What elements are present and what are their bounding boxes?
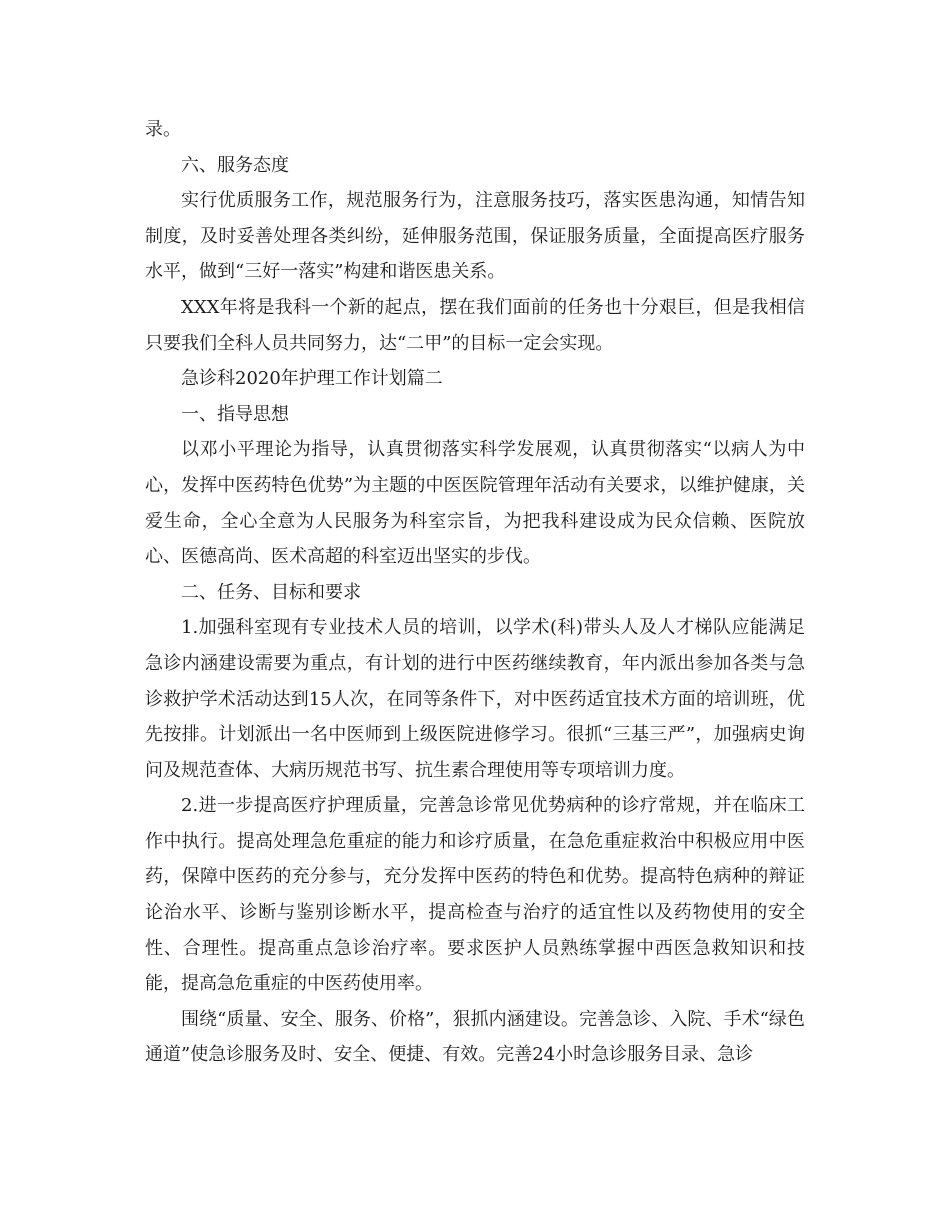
section-heading-service-attitude: 六、服务态度	[181, 154, 289, 176]
document-body	[145, 112, 805, 1073]
paragraph-guiding-ideology: 以邓小平理论为指导，认真贯彻落实科学发展观，认真贯彻落实“以病人为中心，发挥中医药特色优势”为主题的中医医院管理年活动有关要求，以维护健康，关爱生命，全心全意为人民服务为科室宗旨，为把我科建设成为民众信赖、医院放心、医德高尚、医术高超的科室迈出坚实的步伐。	[145, 439, 805, 568]
section-heading-tasks-goals: 二、任务、目标和要求	[181, 581, 361, 603]
paragraph-item-2: 2.进一步提高医疗护理质量，完善急诊常见优势病种的诊疗常规，并在临床工作中执行。提高处理急危重症的能力和诊疗质量，在急危重症救治中积极应用中医药，保障中医药的充分参与，充分发挥中医药的特色和优势。提高特色病种的辩证论治水平、诊断与鉴别诊断水平，提高检查与治疗的适宜性以及药物使用的安全性、合理性。提高重点急诊治疗率。要求医护人员熟练掌握中西医急救知识和技能，提高急危重症的中医药使用率。	[145, 795, 805, 995]
document-title-part-two: 急诊科2020年护理工作计划篇二	[181, 368, 443, 390]
paragraph-quality-safety: 围绕“质量、安全、服务、价格”，狠抓内涵建设。完善急诊、入院、手术“绿色通道”使急诊服务及时、安全、便捷、有效。完善24小时急诊服务目录、急诊	[145, 1008, 805, 1066]
paragraph-item-1: 1.加强科室现有专业技术人员的培训，以学术(科)带头人及人才梯队应能满足急诊内涵建设需要为重点，有计划的进行中医药继续教育，年内派出参加各类与急诊救护学术活动达到15人次，在同等条件下，对中医药适宜技术方面的培训班，优先按排。计划派出一名中医师到上级医院进修学习。很抓“三基三严”，加强病史询问及规范查体、大病历规范书写、抗生素合理使用等专项培训力度。	[145, 617, 805, 781]
paragraph-service-attitude: 实行优质服务工作，规范服务行为，注意服务技巧，落实医患沟通，知情告知制度，及时妥善处理各类纠纷，延伸服务范围，保证服务质量，全面提高医疗服务水平，做到“三好一落实”构建和谐医患关系。	[145, 190, 805, 283]
section-heading-guiding-ideology: 一、指导思想	[181, 403, 289, 425]
paragraph-continuation: 录。	[145, 119, 181, 140]
paragraph-new-start: XXX年将是我科一个新的起点，摆在我们面前的任务也十分艰巨，但是我相信只要我们全科人员共同努力，达“二甲”的目标一定会实现。	[145, 296, 805, 354]
